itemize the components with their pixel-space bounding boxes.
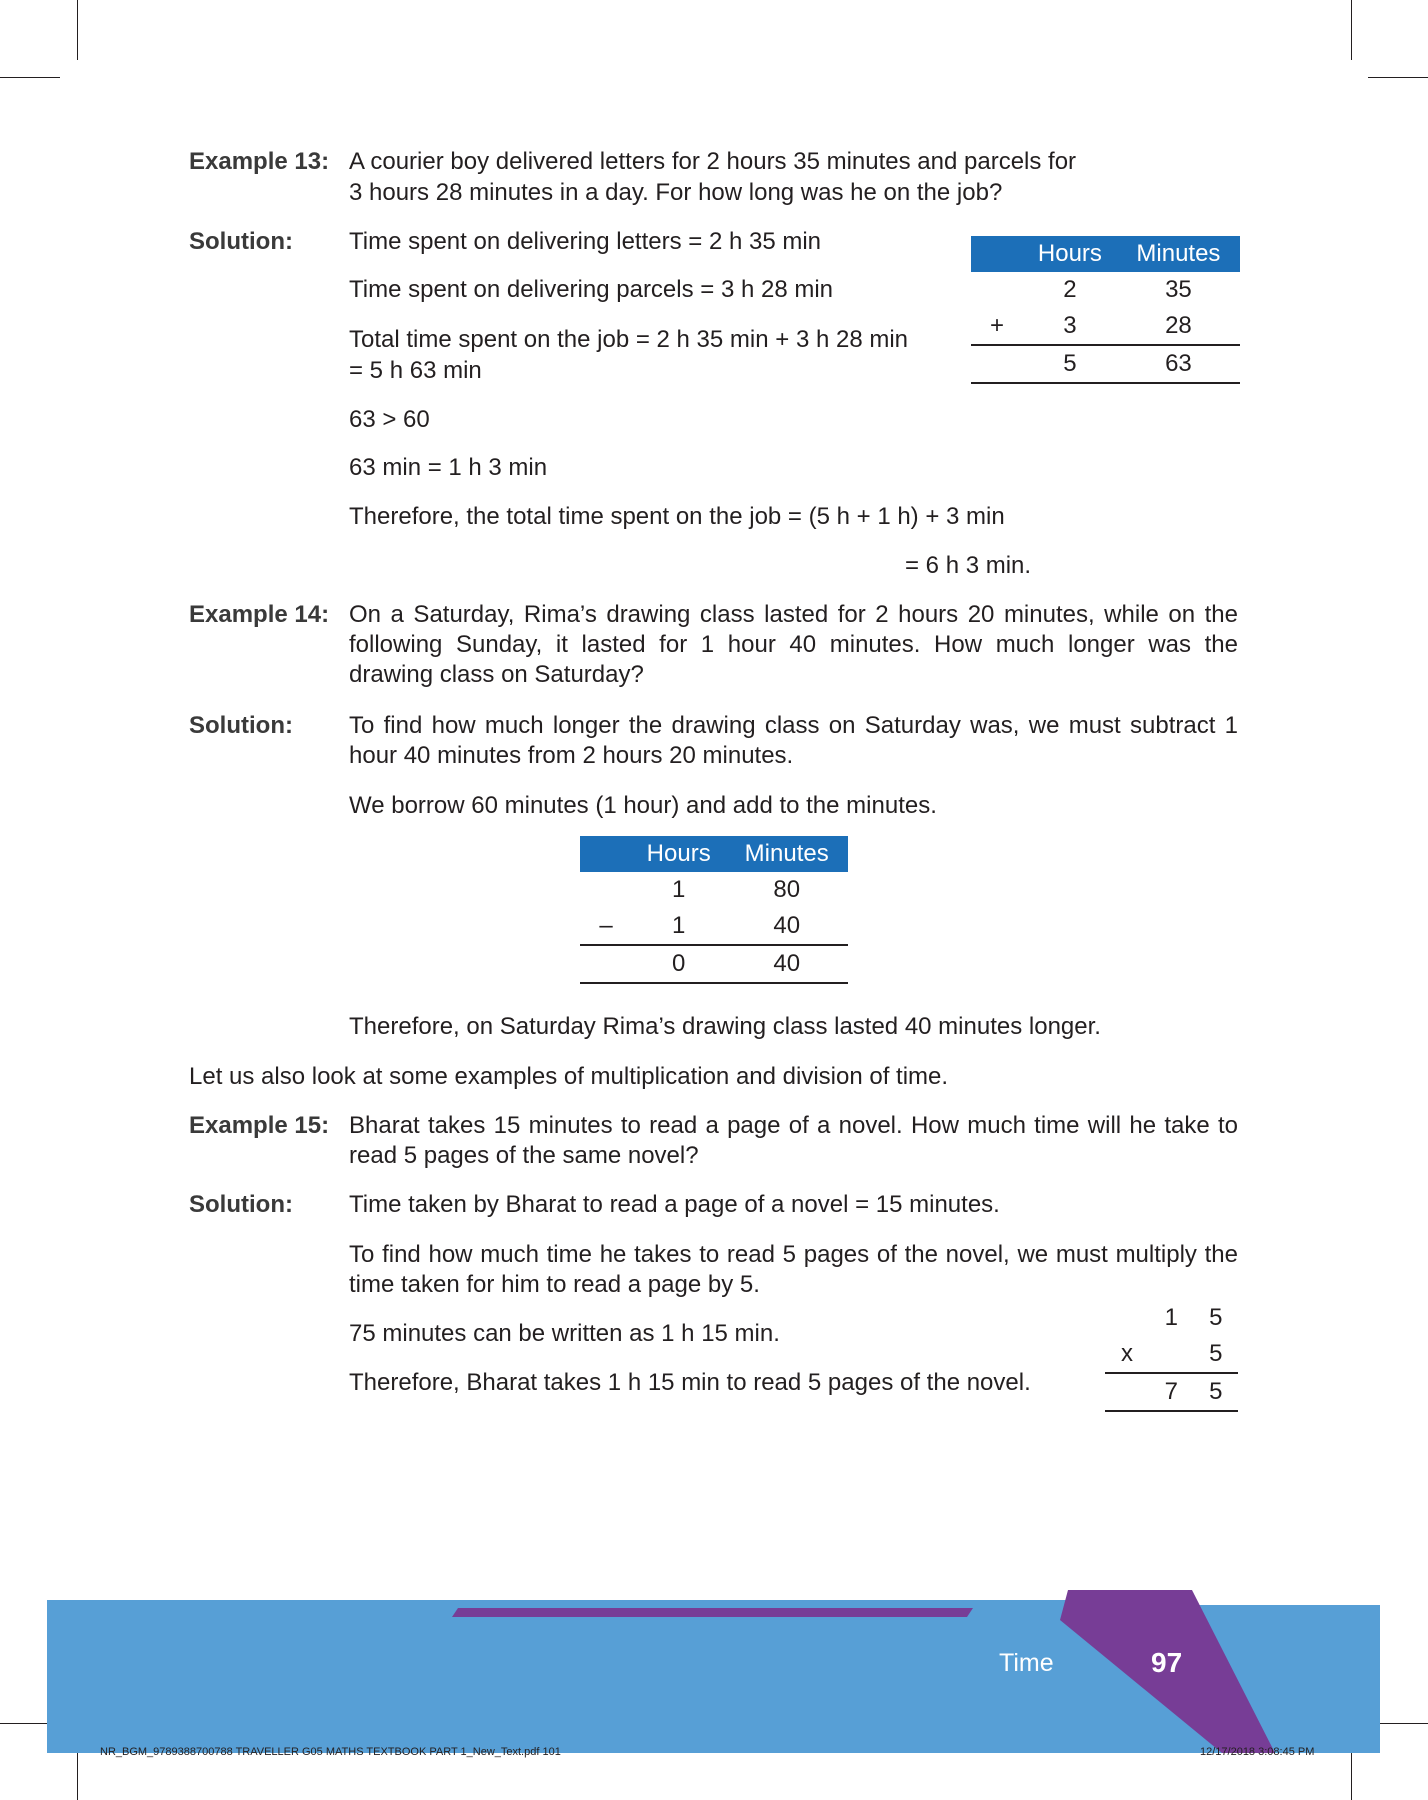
print-date: 12/17/2018 3:08:45 PM [1200,1746,1315,1758]
table-row: + 3 28 [989,312,1192,339]
table-row: – 1 40 [599,912,801,939]
solution-line: We borrow 60 minutes (1 hour) and add to the minutes. [349,792,937,819]
solution-line: Therefore, on Saturday Rima’s drawing class lasted 40 minutes longer. [349,1013,1101,1040]
crop-mark [0,77,60,78]
example-15-question: Bharat takes 15 minutes to read a page of a novel. How much time will he take to read 5 pages of the same novel? [349,1112,1238,1169]
addition-table [971,236,1240,384]
solution-line: To find how much longer the drawing class on Saturday was, we must subtract 1 hour 40 minutes from 2 hours 20 minutes. [349,712,1238,769]
table-row: 0 40 [580,945,848,983]
solution-line: = 6 h 3 min. [905,552,1032,579]
solution-line: Time spent on delivering parcels = 3 h 28 min [349,276,834,303]
example-13-label: Example 13: [189,148,330,175]
solution-line: Time taken by Bharat to read a page of a novel = 15 minutes. [349,1191,1000,1218]
example-14-question: On a Saturday, Rima’s drawing class lasted for 2 hours 20 minutes, while on the following Sunday, it lasted for 1 hour 40 minutes. How much longer was the drawing class on Saturday? [349,601,1238,688]
example-13-question: 3 hours 28 minutes in a day. For how long was he on the job? [349,179,1003,206]
subtraction-table [580,836,848,984]
multiplication [1105,1300,1238,1412]
page-number: 97 [1151,1647,1183,1678]
table-header: Hours [632,836,725,872]
table-row: 5 63 [971,345,1240,383]
solution-label: Solution: [189,712,293,739]
solution-line: Therefore, the total time spent on the job = (5 h + 1 h) + 3 min [349,503,1005,530]
footer-decoration [0,1580,1428,1760]
table-row: 1 80 [672,876,801,903]
intro-text: Let us also look at some examples of multiplication and division of time. [189,1063,949,1090]
example-13-question: A courier boy delivered letters for 2 hours 35 minutes and parcels for [349,148,1077,175]
solution-line: = 5 h 63 min [349,357,482,384]
table-header: Minutes [725,836,848,872]
solution-line: Time spent on delivering letters = 2 h 35 min [349,228,822,255]
crop-mark [1351,0,1352,60]
table-header: Minutes [1117,236,1240,272]
table-header: Hours [1023,236,1117,272]
solution-line: 75 minutes can be written as 1 h 15 min. [349,1320,780,1347]
example-14-label: Example 14: [189,601,330,628]
example-15-label: Example 15: [189,1112,330,1139]
crop-mark [77,0,78,60]
table-row: 2 35 [1063,276,1192,303]
solution-line: 63 min = 1 h 3 min [349,454,548,481]
solution-line: Therefore, Bharat takes 1 h 15 min to read 5 pages of the novel. [349,1369,1031,1396]
solution-line: Total time spent on the job = 2 h 35 min + 3 h 28 min [349,326,909,353]
solution-label: Solution: [189,1191,293,1218]
print-file-info: NR_BGM_9789388700788 TRAVELLER G05 MATHS TEXTBOOK PART 1_New_Text.pdf 101 [100,1746,561,1758]
solution-line: 63 > 60 [349,406,430,433]
table-header [580,836,632,872]
table-row: 1 5 [1164,1304,1223,1331]
crop-mark [1368,77,1428,78]
table-header [971,236,1023,272]
solution-line: To find how much time he takes to read 5 pages of the novel, we must multiply the time taken for him to read a page by 5. [349,1241,1238,1298]
chapter-name: Time [999,1649,1054,1677]
solution-label: Solution: [189,228,293,255]
table-row: 7 5 [1105,1373,1238,1411]
table-row: x 5 [1121,1340,1223,1367]
